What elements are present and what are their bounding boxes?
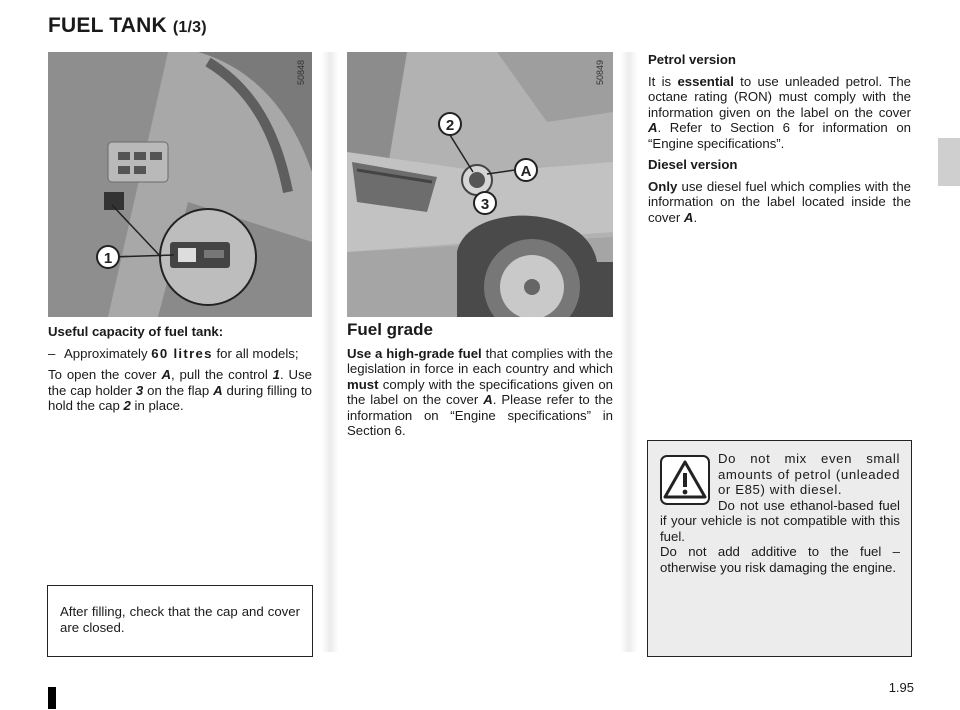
ref-a: A [213, 382, 223, 398]
figure-fuel-flap-exterior [347, 52, 613, 317]
text-run: , pull the control [170, 367, 273, 382]
note-box [47, 585, 313, 657]
capacity-post: for all models; [216, 345, 299, 361]
warning-line-1: Do not mix even small amounts of petrol (unleaded or E85) with diesel. [718, 451, 900, 497]
capacity-heading: Useful capacity of fuel tank: [48, 324, 224, 339]
text-bold: Use a high-grade fuel [347, 345, 482, 361]
text-run: use diesel fuel which complies with the information on the label located inside the cover [648, 178, 911, 225]
page-title [48, 14, 207, 38]
ref-2: 2 [123, 398, 131, 413]
capacity-value: 60 litres [151, 345, 213, 361]
section-tab [938, 138, 960, 186]
text-run: It is [648, 73, 678, 89]
title-part: (1/3) [172, 19, 207, 36]
callout-2: 2 [445, 117, 455, 134]
note-text: After filling, check that the cap and cover are closed. [60, 604, 300, 635]
text-bold: Only [648, 178, 678, 194]
text-run: in place. [130, 398, 184, 413]
diesel-paragraph [648, 179, 911, 226]
text-run: comply with the specifications given on the label on the cover [347, 376, 613, 407]
text-bold: essential [677, 73, 734, 89]
text-run: To open the cover [48, 367, 162, 382]
text-run: . Refer to Section 6 for information on “Engine specifications”. [648, 120, 911, 151]
ref-1: 1 [272, 367, 280, 382]
capacity-item [48, 346, 312, 362]
page-marker [48, 687, 56, 709]
warning-line-2: Do not use ethanol-based fuel if your vehicle is not compatible with this fuel. [660, 497, 900, 544]
warning-icon [660, 455, 710, 505]
ref-a: A [683, 209, 694, 225]
petrol-paragraph [648, 74, 911, 152]
diesel-heading: Diesel version [648, 157, 738, 172]
warning-line-3: Do not add additive to the fuel – otherwise you risk damaging the engine. [660, 544, 900, 575]
right-column-text [648, 52, 911, 231]
ref-3: 3 [135, 382, 144, 398]
text-run: to use unleaded petrol. The octane rating (RON) must comply with the information given on the label on the cover [648, 73, 911, 120]
text-bold: must [347, 376, 379, 392]
callout-3: 3 [480, 196, 490, 213]
page-number: 1.95 [888, 680, 914, 695]
ref-a: A [483, 392, 493, 407]
text-run: . Use the cap holder [48, 367, 313, 398]
ref-a: A [648, 120, 658, 135]
figure-code-left: 50848 [296, 59, 306, 85]
open-cover-paragraph [48, 367, 312, 414]
fuel-grade-paragraph [347, 346, 613, 439]
capacity-pre: Approximately [64, 345, 148, 361]
column-divider-left [321, 52, 339, 652]
text-run: on the flap [143, 382, 214, 398]
text-run: . [693, 209, 698, 225]
callout-1: 1 [103, 250, 113, 267]
ref-a: A [161, 367, 171, 382]
left-column-text [48, 324, 312, 420]
callout-a: A [520, 163, 532, 180]
text-run: during filling to hold the cap [48, 382, 313, 413]
text-run: that complies with the legislation in force in each country and which [347, 345, 613, 376]
figure-code-middle: 50849 [595, 59, 605, 85]
warning-box [647, 440, 912, 657]
text-run: . Please refer to the information on “Engine specifications” in Section 6. [347, 392, 613, 438]
figure-fuel-flap-control [48, 52, 312, 317]
title-text: FUEL TANK [48, 14, 167, 37]
petrol-heading: Petrol version [648, 52, 736, 67]
fuel-grade-heading: Fuel grade [347, 320, 433, 339]
middle-column-text [347, 322, 613, 445]
column-divider-right [620, 52, 638, 652]
capacity-dash: – [48, 345, 56, 361]
